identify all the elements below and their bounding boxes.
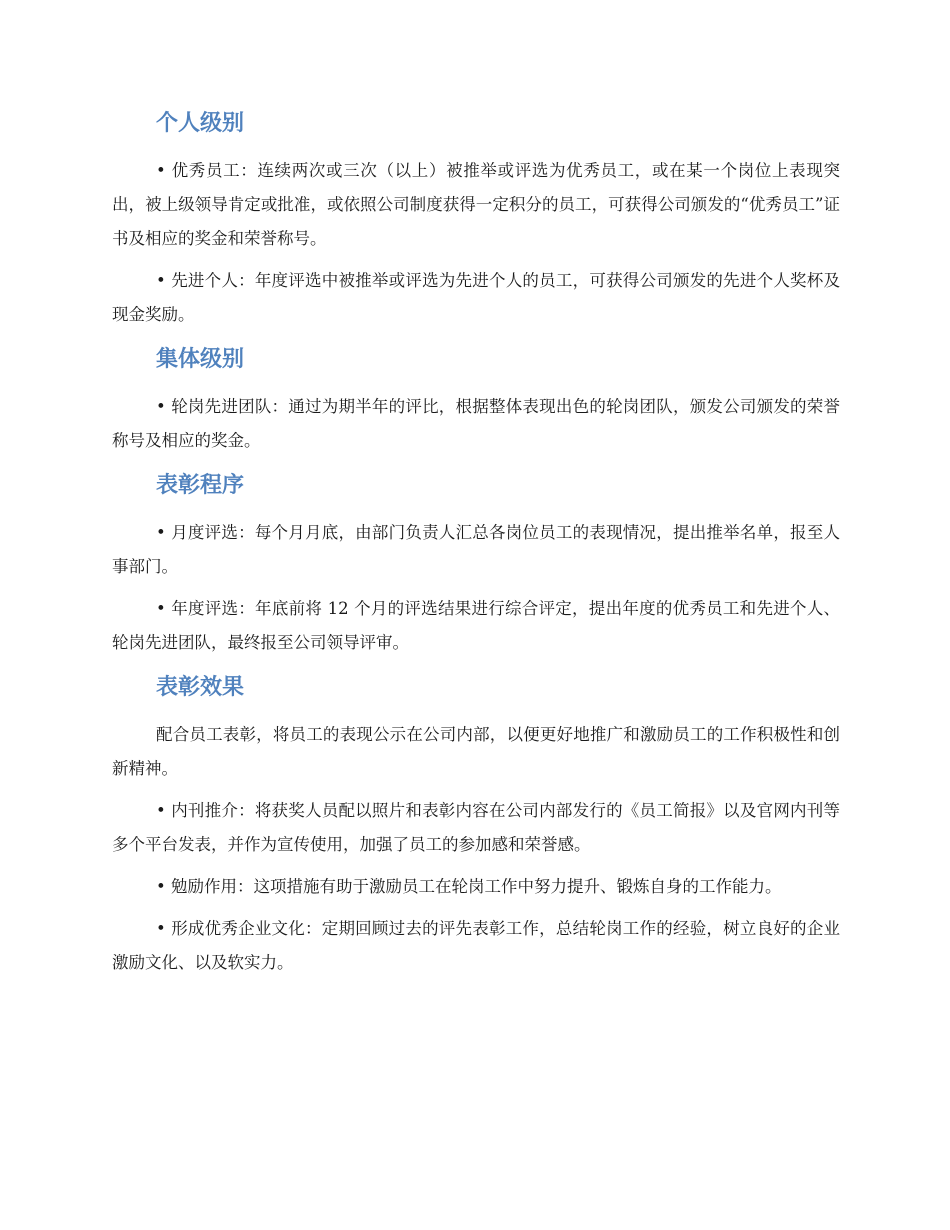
paragraph-internal-publication: • 内刊推介：将获奖人员配以照片和表彰内容在公司内部发行的《员工简报》以及官网内刊等多个平台发表，并作为宣传使用，加强了员工的参加感和荣誉感。 — [112, 801, 840, 854]
section-heading: 表彰程序 — [156, 473, 245, 498]
section-commendation-effect — [112, 668, 840, 980]
paragraph-effect-intro: 配合员工表彰，将员工的表现公示在公司内部，以便更好地推广和激励员工的工作积极性和创新精神。 — [112, 725, 840, 778]
document-page — [112, 104, 840, 980]
section-individual-level — [112, 104, 840, 332]
paragraph-monthly-selection: • 月度评选：每个月月底，由部门负责人汇总各岗位员工的表现情况，提出推举名单，报至人事部门。 — [112, 523, 840, 576]
section-heading: 集体级别 — [156, 347, 245, 372]
section-heading: 表彰效果 — [156, 675, 245, 700]
paragraph-corporate-culture: • 形成优秀企业文化：定期回顾过去的评先表彰工作，总结轮岗工作的经验，树立良好的企业激励文化、以及软实力。 — [112, 919, 840, 972]
section-commendation-procedure — [112, 466, 840, 660]
section-collective-level — [112, 340, 840, 458]
paragraph-rotation-team: • 轮岗先进团队：通过为期半年的评比，根据整体表现出色的轮岗团队，颁发公司颁发的荣誉称号及相应的奖金。 — [112, 397, 840, 450]
paragraph-annual-selection: • 年度评选：年底前将 12 个月的评选结果进行综合评定，提出年度的优秀员工和先进个人、轮岗先进团队，最终报至公司领导评审。 — [112, 599, 840, 652]
paragraph-excellent-employee: • 优秀员工：连续两次或三次（以上）被推举或评选为优秀员工，或在某一个岗位上表现突出，被上级领导肯定或批准，或依照公司制度获得一定积分的员工，可获得公司颁发的“优秀员工”证书及相应的奖金和荣誉称号。 — [112, 161, 840, 248]
paragraph-encouragement: • 勉励作用：这项措施有助于激励员工在轮岗工作中努力提升、锻炼自身的工作能力。 — [156, 877, 782, 896]
paragraph-advanced-individual: • 先进个人：年度评选中被推举或评选为先进个人的员工，可获得公司颁发的先进个人奖杯及现金奖励。 — [112, 271, 840, 324]
section-heading: 个人级别 — [156, 111, 245, 136]
